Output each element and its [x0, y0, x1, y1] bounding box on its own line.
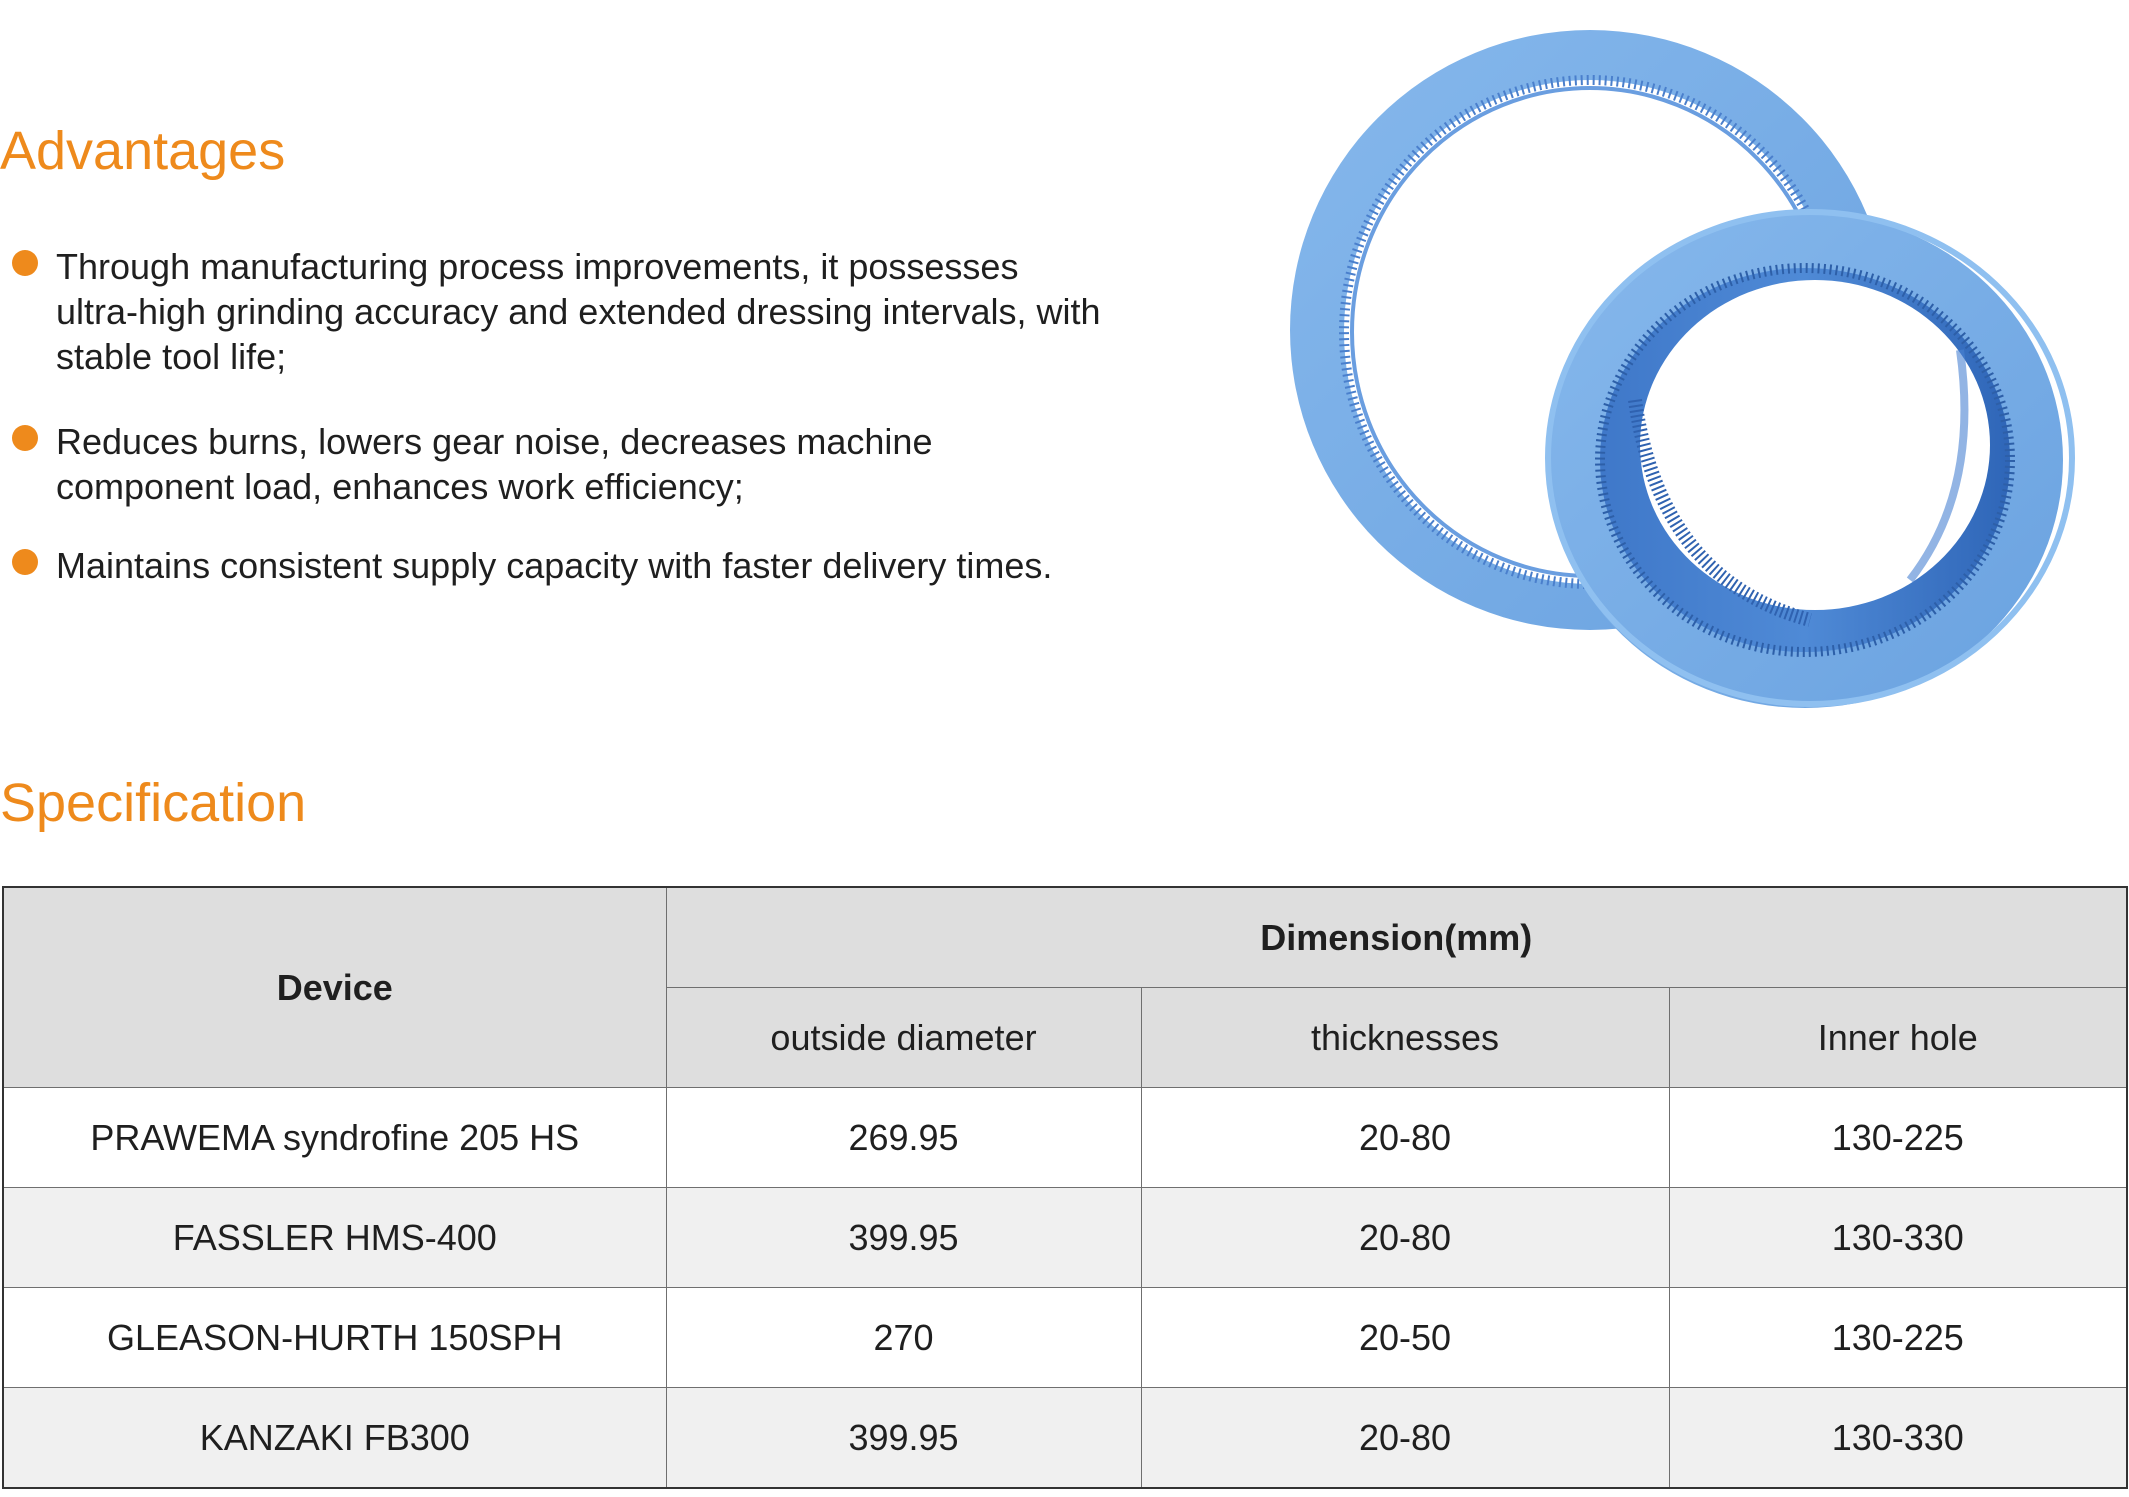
advantage-item — [10, 244, 1110, 379]
bullet-dot-icon — [12, 425, 38, 451]
cell-inner-hole: 130-225 — [1669, 1288, 2127, 1388]
advantages-title: Advantages — [0, 121, 286, 181]
small-ring — [1547, 212, 2072, 708]
cell-thicknesses: 20-80 — [1141, 1188, 1669, 1288]
advantage-text: Maintains consistent supply capacity with faster delivery times. — [56, 545, 1053, 586]
table-row — [3, 1088, 2127, 1188]
cell-outside-diameter: 270 — [666, 1288, 1141, 1388]
specification-table — [2, 886, 2128, 1489]
header-outside-diameter: outside diameter — [666, 988, 1141, 1088]
cell-inner-hole: 130-330 — [1669, 1388, 2127, 1489]
advantage-text: Reduces burns, lowers gear noise, decreases machine component load, enhances work efficiency; — [56, 421, 933, 507]
header-thicknesses: thicknesses — [1141, 988, 1669, 1088]
table-row — [3, 1388, 2127, 1489]
advantages-list — [10, 244, 1110, 628]
bullet-dot-icon — [12, 549, 38, 575]
specification-title: Specification — [0, 773, 307, 833]
header-device: Device — [3, 887, 666, 1088]
cell-outside-diameter: 269.95 — [666, 1088, 1141, 1188]
advantage-item — [10, 419, 1110, 509]
cell-device: FASSLER HMS-400 — [3, 1188, 666, 1288]
table-header-row — [3, 887, 2127, 988]
cell-outside-diameter: 399.95 — [666, 1188, 1141, 1288]
advantage-item — [10, 543, 1110, 588]
header-dimension: Dimension(mm) — [666, 887, 2127, 988]
cell-thicknesses: 20-50 — [1141, 1288, 1669, 1388]
cell-thicknesses: 20-80 — [1141, 1388, 1669, 1489]
cell-device: PRAWEMA syndrofine 205 HS — [3, 1088, 666, 1188]
table-row — [3, 1288, 2127, 1388]
internal-gear-honing-rings-icon — [1290, 20, 2080, 710]
cell-inner-hole: 130-330 — [1669, 1188, 2127, 1288]
cell-outside-diameter: 399.95 — [666, 1388, 1141, 1489]
header-inner-hole: Inner hole — [1669, 988, 2127, 1088]
table-row — [3, 1188, 2127, 1288]
cell-thicknesses: 20-80 — [1141, 1088, 1669, 1188]
advantage-text: Through manufacturing process improvements, it possesses ultra-high grinding accuracy and extended dressing intervals, with stable tool life; — [56, 246, 1101, 377]
cell-inner-hole: 130-225 — [1669, 1088, 2127, 1188]
cell-device: KANZAKI FB300 — [3, 1388, 666, 1489]
cell-device: GLEASON-HURTH 150SPH — [3, 1288, 666, 1388]
bullet-dot-icon — [12, 250, 38, 276]
